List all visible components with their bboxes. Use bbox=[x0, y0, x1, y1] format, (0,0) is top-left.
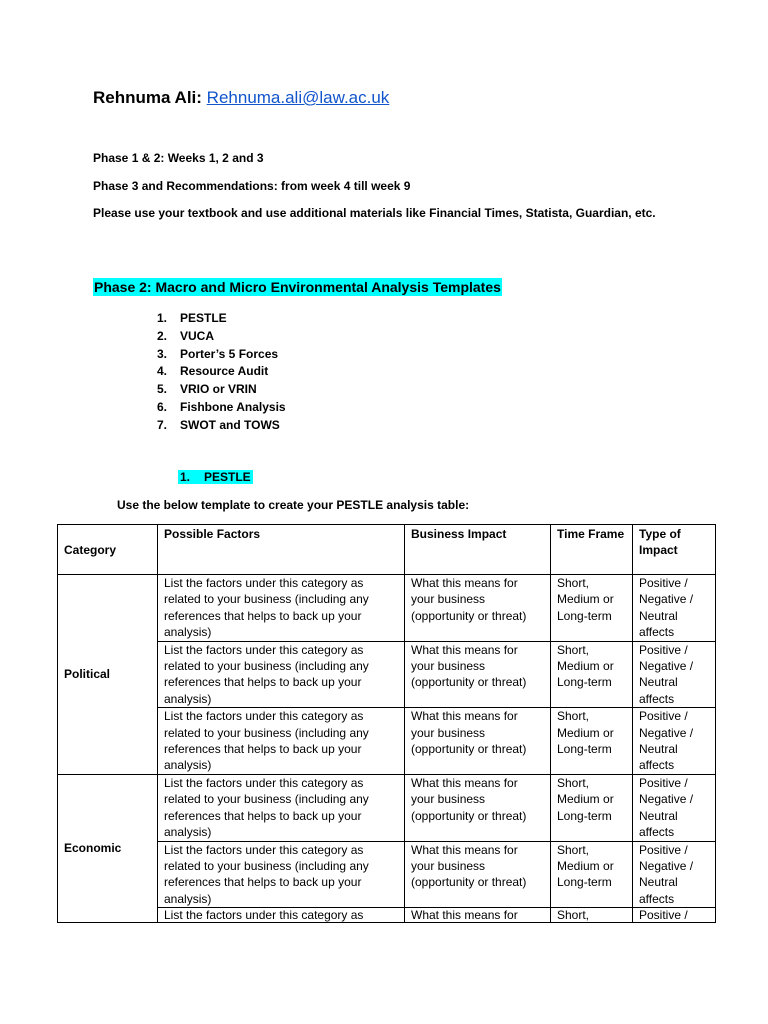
time-cell: Short, Medium or Long-term bbox=[551, 575, 633, 642]
type-cell: Positive / Negative / Neutral affects bbox=[633, 641, 716, 708]
type-cell: Positive / Negative / Neutral affects bbox=[633, 774, 716, 841]
table-header-row bbox=[58, 525, 716, 575]
author-email-link[interactable]: Rehnuma.ali@law.ac.uk bbox=[206, 88, 390, 107]
list-item: 3. Porter’s 5 Forces bbox=[157, 346, 279, 361]
impact-cell: What this means for your business (opportunity or threat) bbox=[405, 575, 551, 642]
factors-cell: List the factors under this category as related to your business (including any references that helps to back up your analysis) bbox=[158, 841, 405, 908]
list-item: 2. VUCA bbox=[157, 328, 215, 343]
factors-cell: List the factors under this category as bbox=[158, 908, 405, 923]
type-cell: Positive / Negative / Neutral affects bbox=[633, 575, 716, 642]
template-list bbox=[157, 310, 286, 435]
impact-cell: What this means for your business (opportunity or threat) bbox=[405, 774, 551, 841]
category-economic: Economic bbox=[58, 774, 158, 922]
factors-cell: List the factors under this category as related to your business (including any references that helps to back up your analysis) bbox=[158, 774, 405, 841]
impact-cell: What this means for your business (opportunity or threat) bbox=[405, 841, 551, 908]
type-cell: Positive / Negative / Neutral affects bbox=[633, 841, 716, 908]
time-cell: Short, Medium or Long-term bbox=[551, 708, 633, 775]
header-category: Category bbox=[58, 525, 158, 575]
factors-cell: List the factors under this category as related to your business (including any references that helps to back up your analysis) bbox=[158, 708, 405, 775]
header-time-frame: Time Frame bbox=[551, 525, 633, 575]
type-cell: Positive / bbox=[633, 908, 716, 923]
type-cell: Positive / Negative / Neutral affects bbox=[633, 708, 716, 775]
table-row bbox=[58, 575, 716, 642]
phase-heading: Phase 2: Macro and Micro Environmental Analysis Templates bbox=[94, 279, 501, 295]
category-political: Political bbox=[58, 575, 158, 775]
impact-cell: What this means for bbox=[405, 908, 551, 923]
time-cell: Short, Medium or Long-term bbox=[551, 641, 633, 708]
time-cell: Short, Medium or Long-term bbox=[551, 774, 633, 841]
section-heading-pestle: 1. PESTLE bbox=[180, 470, 251, 484]
materials-note: Please use your textbook and use additional materials like Financial Times, Statista, Guardian, etc. bbox=[93, 206, 656, 220]
impact-cell: What this means for your business (opportunity or threat) bbox=[405, 641, 551, 708]
schedule-line-2: Phase 3 and Recommendations: from week 4 till week 9 bbox=[93, 179, 411, 193]
pestle-table bbox=[57, 524, 716, 923]
time-cell: Short, bbox=[551, 908, 633, 923]
header-possible-factors: Possible Factors bbox=[158, 525, 405, 575]
header-business-impact: Business Impact bbox=[405, 525, 551, 575]
time-cell: Short, Medium or Long-term bbox=[551, 841, 633, 908]
table-instruction: Use the below template to create your PESTLE analysis table: bbox=[117, 498, 470, 512]
author-name: Rehnuma Ali: bbox=[93, 88, 202, 107]
factors-cell: List the factors under this category as related to your business (including any references that helps to back up your analysis) bbox=[158, 641, 405, 708]
list-item: 5. VRIO or VRIN bbox=[157, 382, 257, 397]
list-item: 6. Fishbone Analysis bbox=[157, 399, 286, 414]
list-item: 4. Resource Audit bbox=[157, 364, 269, 379]
author-line bbox=[93, 88, 389, 108]
list-item: 1. PESTLE bbox=[157, 311, 227, 325]
impact-cell: What this means for your business (opportunity or threat) bbox=[405, 708, 551, 775]
schedule-line-1: Phase 1 & 2: Weeks 1, 2 and 3 bbox=[93, 151, 264, 165]
header-type-of-impact: Type of Impact bbox=[633, 525, 716, 575]
factors-cell: List the factors under this category as related to your business (including any references that helps to back up your analysis) bbox=[158, 575, 405, 642]
list-item: 7. SWOT and TOWS bbox=[157, 417, 280, 432]
table-row bbox=[58, 774, 716, 841]
